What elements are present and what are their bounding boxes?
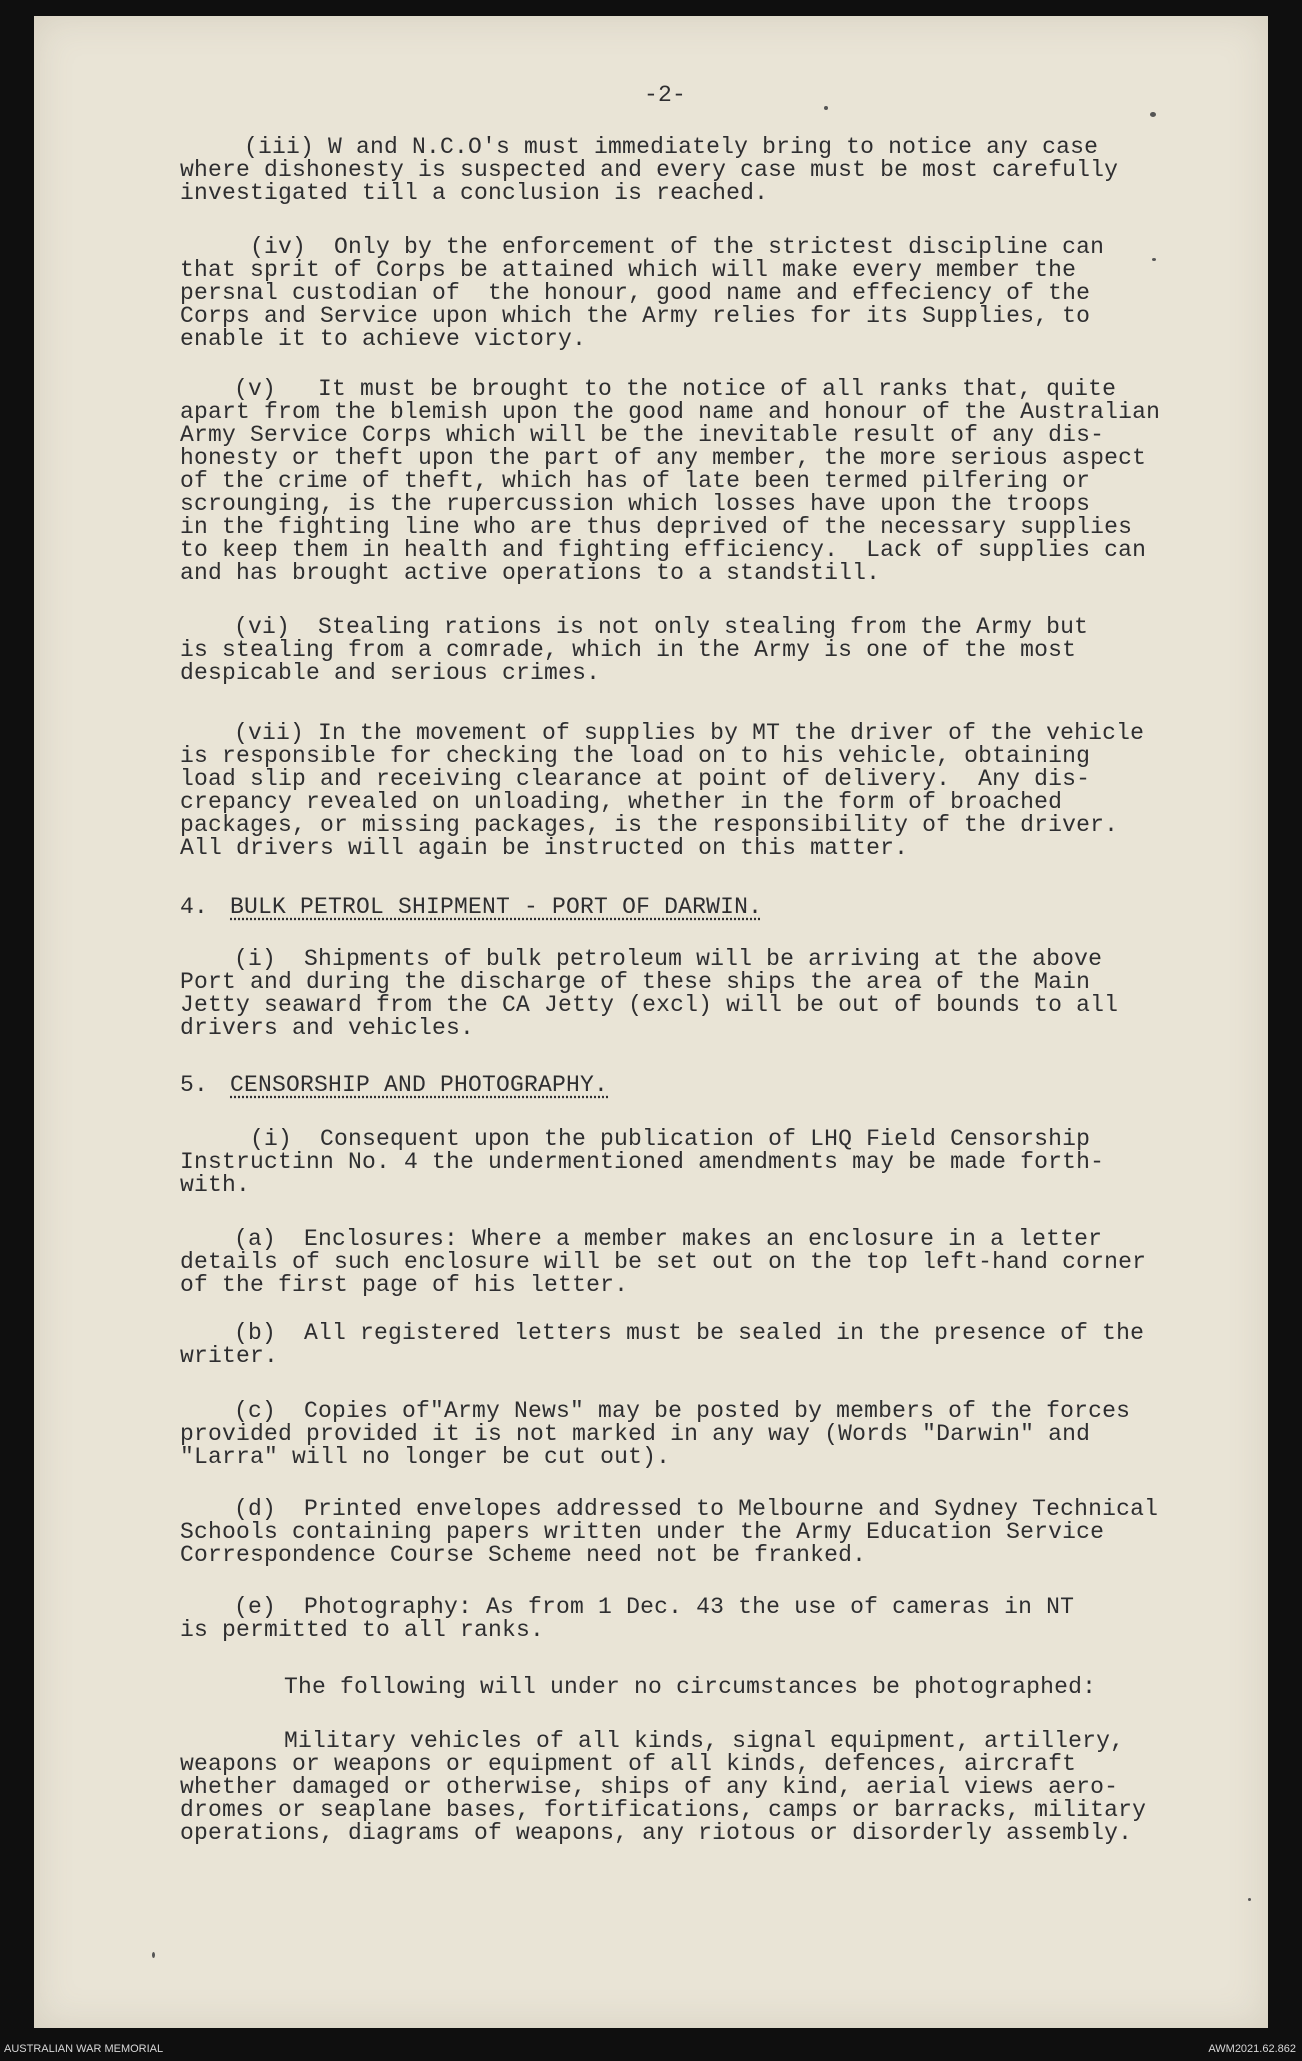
restricted-list-line: operations, diagrams of weapons, any riotous or disorderly assembly. (180, 1820, 1133, 1846)
section-5-intro-line: (i) Consequent upon the publication of LHQ Field Censorship (250, 1126, 1091, 1152)
para-iv-line: enable it to achieve victory. (180, 326, 587, 352)
footer-archive-name: AUSTRALIAN WAR MEMORIAL (4, 2043, 164, 2055)
para-vi-line: despicable and serious crimes. (180, 660, 601, 686)
following-line: The following will under no circumstances be photographed: (284, 1674, 1097, 1700)
footer-accession-number: AWM2021.62.862 (1208, 2043, 1296, 2055)
restricted-list-line: dromes or seaplane bases, fortifications, camps or barracks, military (180, 1797, 1147, 1823)
para-iv-line: that sprit of Corps be attained which will make every member the (180, 257, 1077, 283)
section-4-number: 4. (180, 894, 209, 920)
ink-speck (1152, 258, 1156, 261)
section-4-line: Jetty seaward from the CA Jetty (excl) will be out of bounds to all (180, 992, 1119, 1018)
section-4-line: drivers and vehicles. (180, 1015, 475, 1041)
restricted-list-line: weapons or weapons or equipment of all kinds, defences, aircraft (180, 1751, 1077, 1777)
para-vii-line: is responsible for checking the load on to his vehicle, obtaining (180, 743, 1091, 769)
para-vii-line: crepancy revealed on unloading, whether in the form of broached (180, 789, 1063, 815)
para-vi-line: (vi) Stealing rations is not only stealing from the Army but (234, 614, 1089, 640)
para-iv-line: Corps and Service upon which the Army relies for its Supplies, to (180, 303, 1091, 329)
para-vii-line: (vii) In the movement of supplies by MT the driver of the vehicle (234, 720, 1145, 746)
para-v-line: honesty or theft upon the part of any member, the more serious aspect (180, 445, 1147, 471)
para-v-line: and has brought active operations to a standstill. (180, 560, 881, 586)
section-4-line: Port and during the discharge of these ships the area of the Main (180, 969, 1091, 995)
ink-speck (824, 106, 828, 110)
item-a-line: details of such enclosure will be set out on the top left-hand corner (180, 1249, 1147, 1275)
restricted-list-line: whether damaged or otherwise, ships of any kind, aerial views aero- (180, 1774, 1119, 1800)
item-d-line: Schools containing papers written under the Army Education Service (180, 1519, 1105, 1545)
para-v-line: in the fighting line who are thus deprived of the necessary supplies (180, 514, 1133, 540)
para-v-line: apart from the blemish upon the good name and honour of the Australian (180, 399, 1161, 425)
restricted-list-line: Military vehicles of all kinds, signal equipment, artillery, (284, 1728, 1125, 1754)
item-b-line: (b) All registered letters must be sealed in the presence of the (234, 1320, 1145, 1346)
section-4-title: BULK PETROL SHIPMENT - PORT OF DARWIN. (230, 894, 763, 920)
item-d-line: Correspondence Course Scheme need not be franked. (180, 1542, 867, 1568)
para-iv-line: (iv) Only by the enforcement of the strictest discipline can (250, 234, 1105, 260)
para-iii-line: (iii) W and N.C.O's must immediately bring to notice any case (244, 134, 1099, 160)
page-number: -2- (644, 82, 687, 108)
item-e-line: (e) Photography: As from 1 Dec. 43 the use of cameras in NT (234, 1594, 1075, 1620)
ink-speck (152, 1952, 155, 1958)
para-iii-line: investigated till a conclusion is reached. (180, 180, 769, 206)
section-5-title: CENSORSHIP AND PHOTOGRAPHY. (230, 1072, 609, 1098)
item-d-line: (d) Printed envelopes addressed to Melbourne and Sydney Technical (234, 1496, 1159, 1522)
para-vi-line: is stealing from a comrade, which in the Army is one of the most (180, 637, 1077, 663)
item-b-line: writer. (180, 1343, 279, 1369)
section-5-intro-line: with. (180, 1172, 251, 1198)
document-page (34, 16, 1268, 2028)
para-v-line: (v) It must be brought to the notice of all ranks that, quite (234, 376, 1117, 402)
section-5-intro-line: Instructinn No. 4 the undermentioned amendments may be made forth- (180, 1149, 1105, 1175)
para-vii-line: packages, or missing packages, is the responsibility of the driver. (180, 812, 1119, 838)
item-c-line: "Larra" will no longer be cut out). (180, 1444, 671, 1470)
para-iv-line: persnal custodian of the honour, good name and effeciency of the (180, 280, 1091, 306)
item-c-line: provided provided it is not marked in any way (Words "Darwin" and (180, 1421, 1091, 1447)
item-e-line: is permitted to all ranks. (180, 1617, 545, 1643)
para-v-line: Army Service Corps which will be the inevitable result of any dis- (180, 422, 1105, 448)
item-a-line: of the first page of his letter. (180, 1272, 629, 1298)
typed-text (34, 16, 1268, 2028)
para-vii-line: All drivers will again be instructed on this matter. (180, 835, 909, 861)
section-5-number: 5. (180, 1072, 209, 1098)
para-v-line: of the crime of theft, which has of late been termed pilfering or (180, 468, 1091, 494)
para-iii-line: where dishonesty is suspected and every case must be most carefully (180, 157, 1119, 183)
para-v-line: scrounging, is the rupercussion which losses have upon the troops (180, 491, 1091, 517)
ink-speck (1150, 112, 1156, 117)
ink-speck (1248, 1898, 1251, 1901)
para-v-line: to keep them in health and fighting efficiency. Lack of supplies can (180, 537, 1147, 563)
para-vii-line: load slip and receiving clearance at point of delivery. Any dis- (180, 766, 1091, 792)
item-a-line: (a) Enclosures: Where a member makes an enclosure in a letter (234, 1226, 1103, 1252)
section-4-line: (i) Shipments of bulk petroleum will be arriving at the above (234, 946, 1103, 972)
item-c-line: (c) Copies of"Army News" may be posted by members of the forces (234, 1398, 1131, 1424)
